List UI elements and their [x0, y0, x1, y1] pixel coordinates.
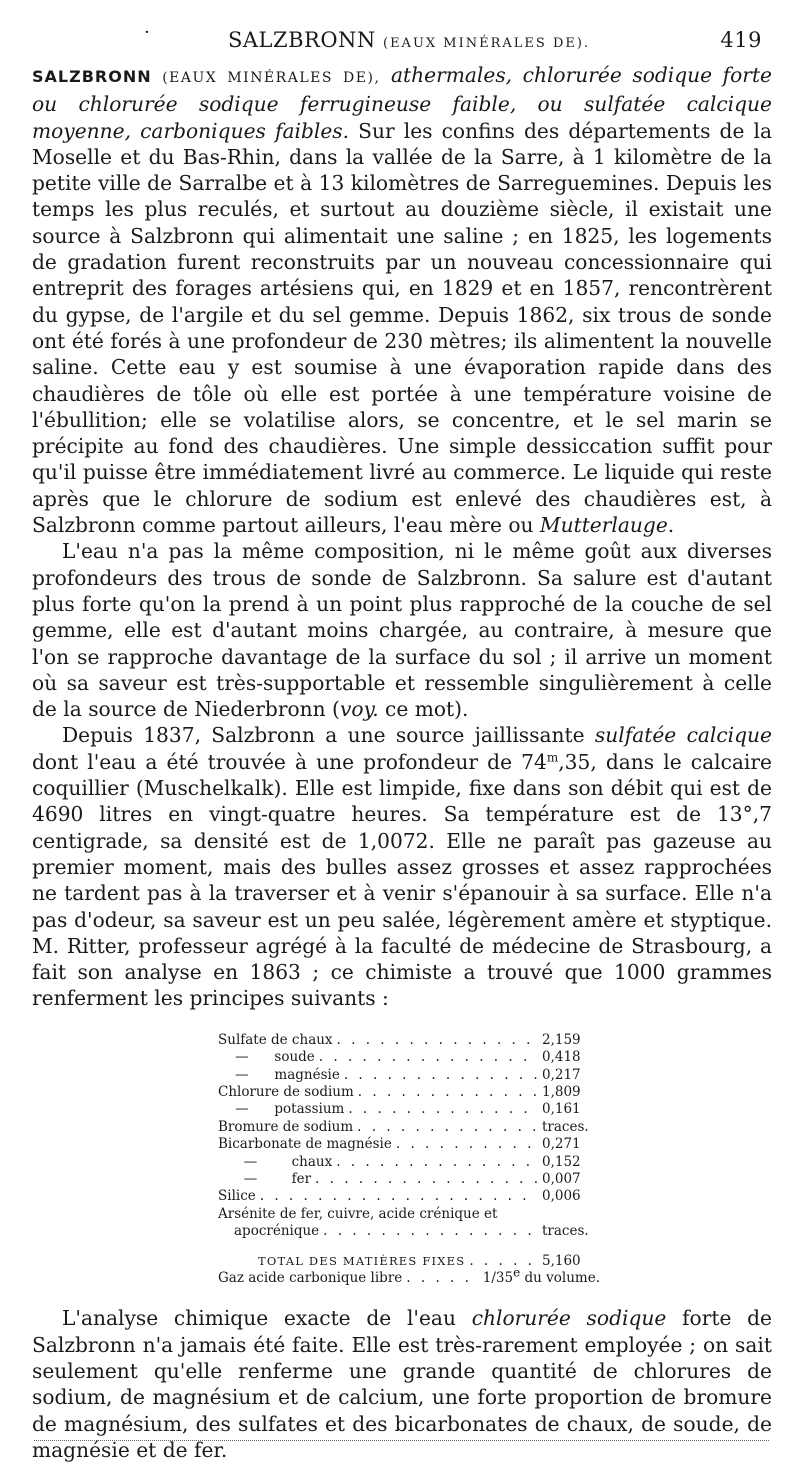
analysis-rows	[218, 1032, 600, 1206]
analysis-value: 1,809	[542, 1083, 581, 1100]
entry-definition: athermales, chlorurée sodique forte ou chlorurée sodique ferrugineuse faible, ou sulfatée calcique moyenne, carboniques faibles.	[32, 63, 773, 143]
analysis-total	[218, 1253, 600, 1270]
analysis-value: traces.	[542, 1118, 589, 1135]
analysis-row	[218, 1049, 600, 1066]
total-value: 5,160	[542, 1252, 581, 1269]
analysis-row	[218, 1119, 600, 1136]
analysis-row	[218, 1188, 600, 1205]
gas-value: 1/35e du volume.	[482, 1265, 600, 1286]
analysis-label: — fer	[218, 1170, 312, 1187]
analysis-gas	[218, 1265, 600, 1287]
analysis-label: Arsénite de fer, cuivre, acide crénique et	[218, 1205, 498, 1222]
analysis-row	[218, 1032, 600, 1049]
cross-reference: voy.	[339, 697, 379, 722]
analysis-row	[218, 1101, 600, 1118]
analysis-value: 0,418	[542, 1049, 581, 1066]
paragraph-composition: L'eau n'a pas la même composition, ni le même goût aux diverses profondeurs des trous de sonde de Salzbronn. Sa salure est d'autant plus forte qu'on la prend à un point plus rapproché de la couche de sel gemme, elle est d'autant moins chargée, au contraire, à mesure que l'on se rapproche davantage de la surface du sol ; il arrive un moment où sa saveur est très-supportable et ressemble singulièrement à celle de la source de Niederbronn (voy. ce mot).	[32, 539, 772, 722]
analysis-value: 0,217	[542, 1066, 581, 1083]
analysis-row	[218, 1171, 600, 1188]
running-head-subtitle: (EAUX MINÉRALES DE).	[383, 36, 591, 51]
analysis-label: — magnésie	[218, 1066, 340, 1083]
analysis-label: Bicarbonate de magnésie	[218, 1136, 392, 1153]
analysis-value: 0,006	[542, 1188, 581, 1205]
entry-qualifier: (EAUX MINÉRALES DE),	[162, 70, 381, 86]
analysis-value: 0,152	[542, 1153, 581, 1170]
analysis-row-arsenite	[218, 1206, 600, 1223]
footer-rule	[34, 1440, 769, 1441]
analysis-value: 0,161	[542, 1101, 581, 1118]
analysis-label: Chlorure de sodium	[218, 1083, 354, 1100]
margin-mark: ·	[144, 22, 151, 43]
entry-text: Sur les confins des départements de la Moselle et du Bas-Rhin, dans la vallée de la Sarre, à 1 kilomètre de la petite ville de Sarralbe et à 13 kilomètres de Sarreguemines. Depuis les temps les plus reculés, et surtout au douzième siècle, il existait une source à Salzbronn qui alimentait une saline ; en 1825, les logements de gradation furent reconstruits par un nouveau concessionnaire qui entreprit des forages artésiens qui, en 1829 et en 1857, rencontrèrent du gypse, de l'argile et du sel gemme. Depuis 1862, six trous de sonde ont été forés à une profondeur de 230 mètres; ils alimentent la nouvelle saline. Cette eau y est soumise à une évaporation rapide dans des chaudières de tôle où elle est portée à une température voisine de l'ébullition; elle se volatilise alors, se concentre, et le sel marin se précipite au fond des chaudières. Une simple dessiccation suffit pour qu'il puisse être immédiatement livré au commerce. Le liquide qui reste après que le chlorure de sodium est enlevé des chaudières est, à Salzbronn comme partout ailleurs, l'eau mère ou	[32, 118, 772, 538]
total-label: TOTAL DES MATIÈRES FIXES	[258, 1253, 466, 1268]
page-number: 419	[720, 28, 762, 52]
analysis-row	[218, 1154, 600, 1171]
paragraph-analysis-note: L'analyse chimique exacte de l'eau chlorurée sodique forte de Salzbronn n'a jamais été faite. Elle est très-rarement employée ; on sait seulement qu'elle renferme une grande quantité de chlorures de sodium, de magnésium et de calcium, une forte proportion de bromure de magnésium, des sulfates et des bicarbonates de chaux, de soude, de magnésie et de fer.	[32, 1306, 773, 1462]
analysis-value: 2,159	[542, 1031, 581, 1048]
gas-label: Gaz acide carbonique libre	[218, 1269, 403, 1286]
analysis-label: apocrénique	[234, 1223, 320, 1240]
analysis-row	[218, 1136, 600, 1153]
analysis-value: 0,007	[542, 1170, 581, 1187]
running-head	[32, 22, 772, 62]
entry-term: Mutterlauge	[539, 513, 668, 538]
entry-lemma: SALZBRONN	[32, 67, 152, 86]
analysis-label: — potassium	[218, 1101, 345, 1118]
page	[32, 22, 772, 1463]
paragraph-source: Depuis 1837, Salzbronn a une source jaillissante sulfatée calcique dont l'eau a été trouvée à une profondeur de 74$^m$,35, dans le calcaire coquillier (Muschelkalk). Elle est limpide, fixe dans son débit qui est de 4690 litres en vingt-quatre heures. Sa température est de 13°,7 centigrade, sa densité est de 1,0072. Elle ne paraît pas gazeuse au premier moment, mais des bulles assez grosses et assez rapprochées ne tardent pas à la traverser et à venir s'épanouir à sa surface. Elle n'a pas d'odeur, sa saveur est un peu salée, légèrement amère et styptique. M. Ritter, professeur agrégé à la faculté de médecine de Strasbourg, a fait son analyse en 1863 ; ce chimiste a trouvé que 1000 grammes renferment les principes suivants :	[32, 723, 773, 1011]
analysis-row-arsenite-cont	[218, 1223, 600, 1240]
analysis-value: traces.	[542, 1223, 589, 1240]
analysis-table	[218, 1032, 600, 1288]
analysis-label: — chaux	[218, 1153, 333, 1170]
analysis-label: Silice	[218, 1188, 256, 1205]
entry-paragraph: SALZBRONN (EAUX MINÉRALES DE), athermales, chlorurée sodique forte ou chlorurée sodique ferrugineuse faible, ou sulfatée calcique moyenne, carboniques faibles. Sur les confins des départements de la Moselle et du Bas-Rhin, dans la vallée de la Sarre, à 1 kilomètre de la petite ville de Sarralbe et à 13 kilomètres de Sarreguemines. Depuis les temps les plus reculés, et surtout au douzième siècle, il existait une source à Salzbronn qui alimentait une saline ; en 1825, les logements de gradation furent reconstruits par un nouveau concessionnaire qui entreprit des forages artésiens qui, en 1829 et en 1857, rencontrèrent du gypse, de l'argile et du sel gemme. Depuis 1862, six trous de sonde ont été forés à une profondeur de 230 mètres; ils alimentent la nouvelle saline. Cette eau y est soumise à une évaporation rapide dans des chaudières de tôle où elle est portée à une température voisine de l'ébullition; elle se volatilise alors, se concentre, et le sel marin se précipite au fond des chaudières. Une simple dessiccation suffit pour qu'il puisse être immédiatement livré au commerce. Le liquide qui reste après que le chlorure de sodium est enlevé des chaudières est, à Salzbronn comme partout ailleurs, l'eau mère ou Mutterlauge.	[32, 63, 773, 538]
running-head-title: SALZBRONN (EAUX MINÉRALES DE).	[228, 28, 591, 52]
analysis-label: Sulfate de chaux	[218, 1031, 333, 1048]
analysis-label: — soude	[218, 1049, 315, 1066]
analysis-row	[218, 1084, 600, 1101]
analysis-row	[218, 1067, 600, 1084]
analysis-value: 0,271	[542, 1136, 581, 1153]
analysis-label: Bromure de sodium	[218, 1118, 354, 1135]
